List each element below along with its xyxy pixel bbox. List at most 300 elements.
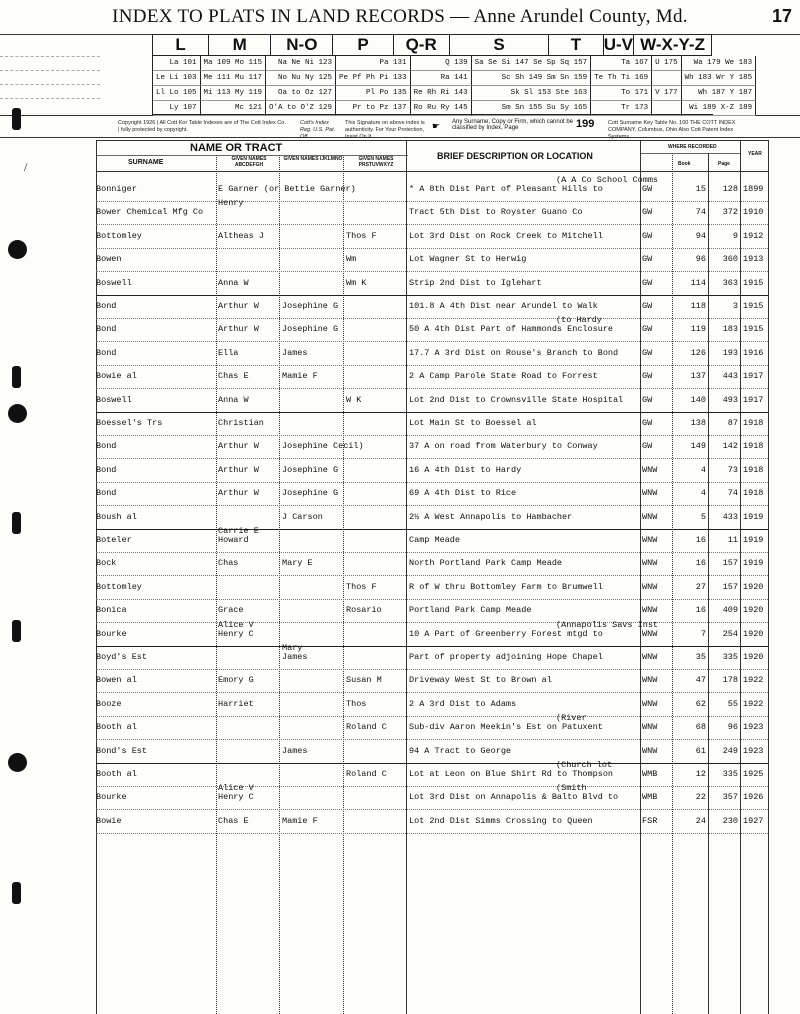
index-cell: Sk Sl 153 Ste 163 <box>472 86 592 101</box>
description-cell: Lot Wagner St to Herwig <box>409 254 527 265</box>
book-number-cell: 7 <box>700 628 706 639</box>
index-cell: U 175 <box>652 56 682 71</box>
book-number-cell: 22 <box>695 792 706 803</box>
year-cell: 1923 <box>743 722 764 733</box>
page-number-cell: 157 <box>722 558 738 569</box>
book-series-cell: GW <box>642 184 653 194</box>
book-series-cell: GW <box>642 254 653 265</box>
book-number-cell: 140 <box>690 394 706 405</box>
given-name-i-o-cell: Mary E <box>282 558 313 569</box>
year-cell: 1918 <box>743 418 764 428</box>
ledger-row <box>96 669 768 693</box>
book-number-cell: 114 <box>690 277 706 288</box>
book-number-cell: 16 <box>695 558 706 569</box>
description-cell: 17.7 A 3rd Dist on Rouse's Branch to Bond <box>409 347 619 358</box>
surname-cell: Booth al <box>96 769 137 779</box>
index-cell: Ly 107 <box>153 101 201 116</box>
ledger-row <box>96 342 768 366</box>
given-name-p-z-cell: Susan M <box>346 675 382 686</box>
margin-rule <box>0 98 100 99</box>
column-rule <box>768 140 769 1014</box>
book-series-cell: GW <box>642 324 653 335</box>
year-cell: 1919 <box>743 558 764 569</box>
given-name-note: Henry <box>218 198 244 209</box>
page-number-cell: 128 <box>722 184 738 194</box>
surname-cell: Boswell <box>96 394 132 405</box>
page-number-cell: 178 <box>722 675 738 686</box>
given-name-a-h-cell: Emory G <box>218 675 254 686</box>
book-number-cell: 137 <box>690 371 706 382</box>
index-cell: Mi 113 My 119 <box>201 86 267 101</box>
index-cell: Wi 189 X-Z 189 <box>682 101 757 116</box>
book-number-cell: 12 <box>695 769 706 779</box>
book-series-cell: WNW <box>642 581 658 592</box>
page-number-cell: 157 <box>722 581 738 592</box>
index-cell: Te Th Ti 169 <box>591 71 652 86</box>
ledger-row <box>96 643 768 670</box>
index-cell: Oa to Oz 127 <box>266 86 336 101</box>
surname-cell: Bond <box>96 488 117 499</box>
given-names-a-h-heading: GIVEN NAMES ABCDEFGH <box>231 156 267 168</box>
given-name-i-o-cell: Mamie F <box>282 371 318 382</box>
ledger-row <box>96 225 768 249</box>
description-cell: R of W thru Bottomley Farm to Brumwell <box>409 581 603 592</box>
ledger-row <box>96 248 768 272</box>
page-number-cell: 254 <box>722 628 738 639</box>
index-cell: Sa Se Si 147 Se Sp Sq 157 <box>472 56 592 71</box>
ledger-row <box>96 619 768 647</box>
year-cell: 1918 <box>743 441 764 452</box>
year-cell: 1920 <box>743 605 764 616</box>
book-series-cell: WNW <box>642 675 658 686</box>
description-note: (Church lot <box>556 760 613 770</box>
year-cell: 1915 <box>743 324 764 335</box>
index-cell <box>652 101 682 116</box>
given-name-p-z-cell: Thos <box>346 698 367 709</box>
book-series-cell: WMB <box>642 769 658 779</box>
ledger-row <box>96 315 768 342</box>
letter-tab: Q-R <box>394 35 450 55</box>
surname-cell: Bond <box>96 324 117 335</box>
book-number-cell: 4 <box>700 464 706 475</box>
year-cell: 1899 <box>743 184 764 194</box>
description-cell: Lot Main St to Boessel al <box>409 418 537 428</box>
description-cell: Lot 2nd Dist to Crownsville State Hospital <box>409 394 624 405</box>
given-name-p-z-cell: Roland C <box>346 769 387 779</box>
page-title: INDEX TO PLATS IN LAND RECORDS — Anne Arundel County, Md. <box>112 6 688 27</box>
ledger-row <box>96 435 768 459</box>
year-cell: 1918 <box>743 488 764 499</box>
page-number-cell: 87 <box>727 418 738 428</box>
book-series-cell: GW <box>642 347 653 358</box>
binder-slot <box>12 620 21 642</box>
ledger-row <box>96 389 768 413</box>
index-cell: Me 111 Mu 117 <box>201 71 267 86</box>
book-series-cell: WNW <box>642 628 658 639</box>
ledger-row <box>96 272 768 296</box>
book-number-cell: 15 <box>695 184 706 194</box>
given-name-i-o-cell: J Carson <box>282 511 323 522</box>
year-cell: 1920 <box>743 581 764 592</box>
margin-rule <box>0 70 100 71</box>
margin-rule <box>0 56 100 57</box>
ledger-row <box>96 198 768 225</box>
given-name-i-o-cell: James <box>282 745 308 756</box>
description-cell: Sub-div Aaron Meekin's Est on Patuxent <box>409 722 603 733</box>
index-cell: Re Rh Ri 143 <box>411 86 472 101</box>
ledger-row <box>96 599 768 623</box>
given-name-p-z-cell: Rosario <box>346 605 382 616</box>
given-name-p-z-cell: Thos F <box>346 230 377 241</box>
letter-tab: N-O <box>271 35 333 55</box>
protection-note: This Signature on above index is authenticity. For Your Protection, Insist On It. <box>345 120 425 140</box>
given-name-i-o-cell: Josephine G <box>282 488 339 499</box>
year-cell: 1920 <box>743 628 764 639</box>
given-name-note: Alice V <box>218 783 254 794</box>
description-cell: 94 A Tract to George <box>409 745 512 756</box>
book-series-cell: GW <box>642 301 653 311</box>
binder-slot <box>12 108 21 130</box>
year-cell: 1923 <box>743 745 764 756</box>
surname-heading: SURNAME <box>128 159 164 166</box>
surname-cell: Bowie al <box>96 371 137 382</box>
page-number-cell: 409 <box>722 605 738 616</box>
index-cell: Pe Pf Ph Pi 133 <box>336 71 411 86</box>
given-name-a-h-cell: Chas E <box>218 371 249 382</box>
ledger-row <box>96 412 768 436</box>
page-heading: Page <box>718 161 730 167</box>
page-number-cell: 363 <box>722 277 738 288</box>
given-name-a-h-cell: Grace <box>218 605 244 616</box>
page-number-cell: 360 <box>722 254 738 265</box>
surname-cell: Bond <box>96 464 117 475</box>
book-number-cell: 126 <box>690 347 706 358</box>
book-series-cell: GW <box>642 207 653 218</box>
binder-slot <box>12 366 21 388</box>
index-cell: Sc Sh 149 Sm Sn 159 <box>472 71 592 86</box>
given-name-a-h-cell: Arthur W <box>218 464 259 475</box>
book-series-cell: GW <box>642 277 653 288</box>
given-name-i-o-cell: James <box>282 347 308 358</box>
description-cell: Portland Park Camp Meade <box>409 605 532 616</box>
description-cell: North Portland Park Camp Meade <box>409 558 563 569</box>
index-cell: Pr to Pz 137 <box>336 101 411 116</box>
ledger-row <box>96 482 768 506</box>
book-number-cell: 74 <box>695 207 706 218</box>
description-note: (Annapolis Savs Inst <box>556 619 659 630</box>
surname-cell: Bond <box>96 347 117 358</box>
given-name-i-o-cell: Josephine G <box>282 464 339 475</box>
header-bottom-rule <box>96 171 768 172</box>
given-name-i-o-cell: Josephine G <box>282 324 339 335</box>
book-number-cell: 149 <box>690 441 706 452</box>
given-name-a-h-cell: Howard <box>218 535 249 545</box>
book-series-cell: WNW <box>642 652 658 662</box>
surname-cell: Boyd's Est <box>96 652 148 662</box>
margin-rule <box>0 84 100 85</box>
description-note: (to Hardy <box>556 315 602 326</box>
index-cell: No Nu Ny 125 <box>266 71 336 86</box>
index-cell: To 171 <box>591 86 652 101</box>
year-cell: 1918 <box>743 464 764 475</box>
ledger-row <box>96 552 768 576</box>
book-heading: Book <box>678 161 691 167</box>
index-cell: Mc 121 <box>201 101 267 116</box>
given-name-a-h-cell: Arthur W <box>218 441 259 452</box>
given-name-a-h-cell: Ella <box>218 347 239 358</box>
surname-cell: Bowen <box>96 254 122 265</box>
year-cell: 1917 <box>743 371 764 382</box>
pointing-hand-icon: ☛ <box>432 121 441 131</box>
page-number-cell: 142 <box>722 441 738 452</box>
letter-index-grid <box>152 56 753 115</box>
other-names-note: Any Surname, Copy or Firm, which cannot be classified by Index, Page <box>452 119 574 131</box>
page-number-cell: 74 <box>727 488 738 499</box>
page-number-cell: 335 <box>722 769 738 779</box>
binder-slot <box>12 512 21 534</box>
ledger-row <box>96 506 768 530</box>
book-number-cell: 138 <box>690 418 706 428</box>
given-name-a-h-cell: Anna W <box>218 394 249 405</box>
letter-tab: L <box>152 35 209 55</box>
description-cell: 16 A 4th Dist to Hardy <box>409 464 522 475</box>
binder-hole <box>8 404 27 423</box>
given-names-p-z-heading: GIVEN NAMES PRSTUVWXYZ <box>358 156 394 168</box>
surname-cell: Boteler <box>96 535 132 545</box>
book-number-cell: 118 <box>690 301 706 311</box>
letter-tabs <box>152 34 712 56</box>
surname-cell: Bottomley <box>96 581 142 592</box>
book-series-cell: WNW <box>642 488 658 499</box>
book-number-cell: 27 <box>695 581 706 592</box>
surname-cell: Bonniger <box>96 184 137 194</box>
index-cell: Le Li 103 <box>153 71 201 86</box>
book-series-cell: WNW <box>642 722 658 733</box>
book-series-cell: WMB <box>642 792 658 803</box>
description-cell: 2 A 3rd Dist to Adams <box>409 698 517 709</box>
year-cell: 1912 <box>743 230 764 241</box>
given-name-a-h-cell: Chas E <box>218 815 249 826</box>
page-number-cell: 193 <box>722 347 738 358</box>
page-number-cell: 335 <box>722 652 738 662</box>
page-number-cell: 96 <box>727 722 738 733</box>
given-name-p-z-cell: Roland C <box>346 722 387 733</box>
given-name-a-h-cell: Christian <box>218 418 264 428</box>
surname-cell: Bond <box>96 441 117 452</box>
book-series-cell: WNW <box>642 558 658 569</box>
description-note: (Smith <box>556 783 587 794</box>
page-number-cell: 3 <box>732 301 738 311</box>
ledger-row <box>96 713 768 740</box>
book-series-cell: GW <box>642 230 653 241</box>
where-recorded-heading: WHERE RECORDED <box>668 144 717 150</box>
surname-cell: Bourke <box>96 792 127 803</box>
book-number-cell: 35 <box>695 652 706 662</box>
header-mid-rule <box>640 153 740 154</box>
description-cell: 37 A on road from Waterbury to Conway <box>409 441 598 452</box>
given-name-a-h-cell: Henry C <box>218 628 254 639</box>
book-number-cell: 119 <box>690 324 706 335</box>
description-cell: Driveway West St to Brown al <box>409 675 552 686</box>
book-series-cell: WNW <box>642 605 658 616</box>
ledger-row <box>96 693 768 717</box>
description-cell: Lot 2nd Dist Simms Crossing to Queen <box>409 815 593 826</box>
surname-cell: Bowen al <box>96 675 137 686</box>
page-number-cell: 372 <box>722 207 738 218</box>
description-cell: 50 A 4th Dist Part of Hammonds Enclosure <box>409 324 614 335</box>
given-name-p-z-cell: Wm K <box>346 277 367 288</box>
index-cell: Ta 167 <box>591 56 652 71</box>
book-series-cell: WNW <box>642 745 658 756</box>
year-cell: 1916 <box>743 347 764 358</box>
ledger-row <box>96 760 768 787</box>
brand-mark: Cott's Index Reg. U.S. Pat. Off. <box>300 120 336 140</box>
page-number-cell: 230 <box>722 815 738 826</box>
year-heading: YEAR <box>748 151 762 157</box>
letter-tab: P <box>333 35 393 55</box>
header-top-rule <box>96 140 768 141</box>
given-name-a-h-cell: Anna W <box>218 277 249 288</box>
book-series-cell: WNW <box>642 464 658 475</box>
index-cell: O'A to O'Z 129 <box>266 101 336 116</box>
page-number-cell: 183 <box>722 324 738 335</box>
margin-tick-mark: / <box>24 160 28 174</box>
year-cell: 1922 <box>743 675 764 686</box>
surname-cell: Boush al <box>96 511 137 522</box>
surname-cell: Bower Chemical Mfg Co <box>96 207 204 218</box>
letter-tab: W-X-Y-Z <box>634 35 712 55</box>
book-series-cell: WNW <box>642 698 658 709</box>
description-note: (River <box>556 713 587 724</box>
given-name-a-h-cell: Chas <box>218 558 239 569</box>
surname-cell: Bond <box>96 301 117 311</box>
page-number-cell: 73 <box>727 464 738 475</box>
index-cell: Wa 179 We 183 <box>682 56 757 71</box>
index-cell <box>652 71 682 86</box>
surname-cell: Booth al <box>96 722 137 733</box>
description-note: (A A Co School Comms <box>556 175 659 185</box>
given-name-note: Alice V <box>218 619 254 630</box>
book-number-cell: 5 <box>700 511 706 522</box>
book-series-cell: WNW <box>642 511 658 522</box>
book-number-cell: 62 <box>695 698 706 709</box>
description-cell: Strip 2nd Dist to Iglehart <box>409 277 542 288</box>
given-name-i-o-cell: Josephine Cecil) <box>282 441 364 452</box>
book-number-cell: 24 <box>695 815 706 826</box>
surname-cell: Boessel's Trs <box>96 418 163 428</box>
binder-hole <box>8 240 27 259</box>
given-name-a-h-cell: E Garner (or Bettie Garner) <box>218 184 356 194</box>
book-series-cell: FSR <box>642 815 658 826</box>
page-number-cell: 249 <box>722 745 738 756</box>
index-cell: Q 139 <box>411 56 472 71</box>
letter-tab: U-V <box>603 35 633 54</box>
description-cell: 2½ A West Annapolis to Hambacher <box>409 511 573 522</box>
description-heading: BRIEF DESCRIPTION OR LOCATION <box>437 151 593 161</box>
given-name-p-z-cell: Thos F <box>346 581 377 592</box>
index-cell: Ll Lo 105 <box>153 86 201 101</box>
index-cell: Wh 183 Wr Y 185 <box>682 71 757 86</box>
given-name-note: Carrie E <box>218 526 259 536</box>
letter-tab: T <box>549 35 603 55</box>
year-cell: 1925 <box>743 769 764 779</box>
description-cell: Lot 3rd Dist on Annapolis & Balto Blvd to <box>409 792 619 803</box>
ledger-row <box>96 295 768 319</box>
book-number-cell: 16 <box>695 535 706 545</box>
book-number-cell: 47 <box>695 675 706 686</box>
given-names-i-o-heading: GIVEN NAMES IJKLMNO <box>283 156 343 162</box>
given-name-p-z-cell: Wm <box>346 254 357 265</box>
letter-tab: M <box>209 35 271 55</box>
year-cell: 1920 <box>743 652 764 662</box>
page-number: 17 <box>771 6 792 26</box>
year-cell: 1910 <box>743 207 764 218</box>
page-number-cell: 11 <box>727 535 738 545</box>
year-cell: 1922 <box>743 698 764 709</box>
description-cell: Camp Meade <box>409 535 461 545</box>
given-name-note: Mary <box>282 643 303 653</box>
given-name-a-h-cell: Henry C <box>218 792 254 803</box>
given-name-i-o-cell: Josephine G <box>282 301 339 311</box>
book-number-cell: 4 <box>700 488 706 499</box>
description-cell: 10 A Part of Greenberry Forest mtgd to <box>409 628 603 639</box>
index-cell: Wh 187 Y 187 <box>682 86 757 101</box>
ledger-row <box>96 526 768 553</box>
index-cell: Ro Ru Ry 145 <box>411 101 472 116</box>
index-cell: Ra 141 <box>411 71 472 86</box>
year-cell: 1927 <box>743 815 764 826</box>
description-cell: * A 8th Dist Part of Pleasant Hills to <box>409 184 603 194</box>
surname-cell: Bock <box>96 558 117 569</box>
page-reference: 199 <box>576 118 595 130</box>
ledger-row <box>96 810 768 834</box>
book-series-cell: WNW <box>642 535 658 545</box>
ledger-row <box>96 365 768 389</box>
index-cell: Pl Po 135 <box>336 86 411 101</box>
given-name-i-o-cell: Mamie F <box>282 815 318 826</box>
ledger-row <box>96 175 768 202</box>
description-cell: Lot at Leon on Blue Shirt Rd to Thompson <box>409 769 614 779</box>
index-cell: Pa 131 <box>336 56 411 71</box>
year-cell: 1915 <box>743 301 764 311</box>
key-table-note: Cott Surname Key Table No. 100 THE COTT INDEX COMPANY, Columbus, Ohio Also Cott Patent Index Systems. <box>608 120 736 140</box>
given-name-a-h-cell: Harriet <box>218 698 254 709</box>
given-name-p-z-cell: W K <box>346 394 362 405</box>
surname-cell: Bourke <box>96 628 127 639</box>
description-cell: Tract 5th Dist to Royster Guano Co <box>409 207 583 218</box>
name-or-tract-heading: NAME OR TRACT <box>190 142 283 154</box>
year-cell: 1913 <box>743 254 764 265</box>
book-number-cell: 16 <box>695 605 706 616</box>
given-name-a-h-cell: Arthur W <box>218 301 259 311</box>
year-cell: 1926 <box>743 792 764 803</box>
year-cell: 1919 <box>743 511 764 522</box>
description-cell: 2 A Camp Parole State Road to Forrest <box>409 371 598 382</box>
page-number-cell: 493 <box>722 394 738 405</box>
page-number-cell: 55 <box>727 698 738 709</box>
ledger-row <box>96 783 768 810</box>
description-cell: 101.8 A 4th Dist near Arundel to Walk <box>409 301 598 311</box>
index-cell: Ma 109 Mo 115 <box>201 56 267 71</box>
book-number-cell: 94 <box>695 230 706 241</box>
index-cell: Tr 173 <box>591 101 652 116</box>
year-cell: 1917 <box>743 394 764 405</box>
surname-cell: Bond's Est <box>96 745 148 756</box>
description-cell: Part of property adjoining Hope Chapel <box>409 652 603 662</box>
book-series-cell: GW <box>642 418 653 428</box>
page-number-cell: 9 <box>732 230 738 241</box>
ledger-row <box>96 740 768 764</box>
